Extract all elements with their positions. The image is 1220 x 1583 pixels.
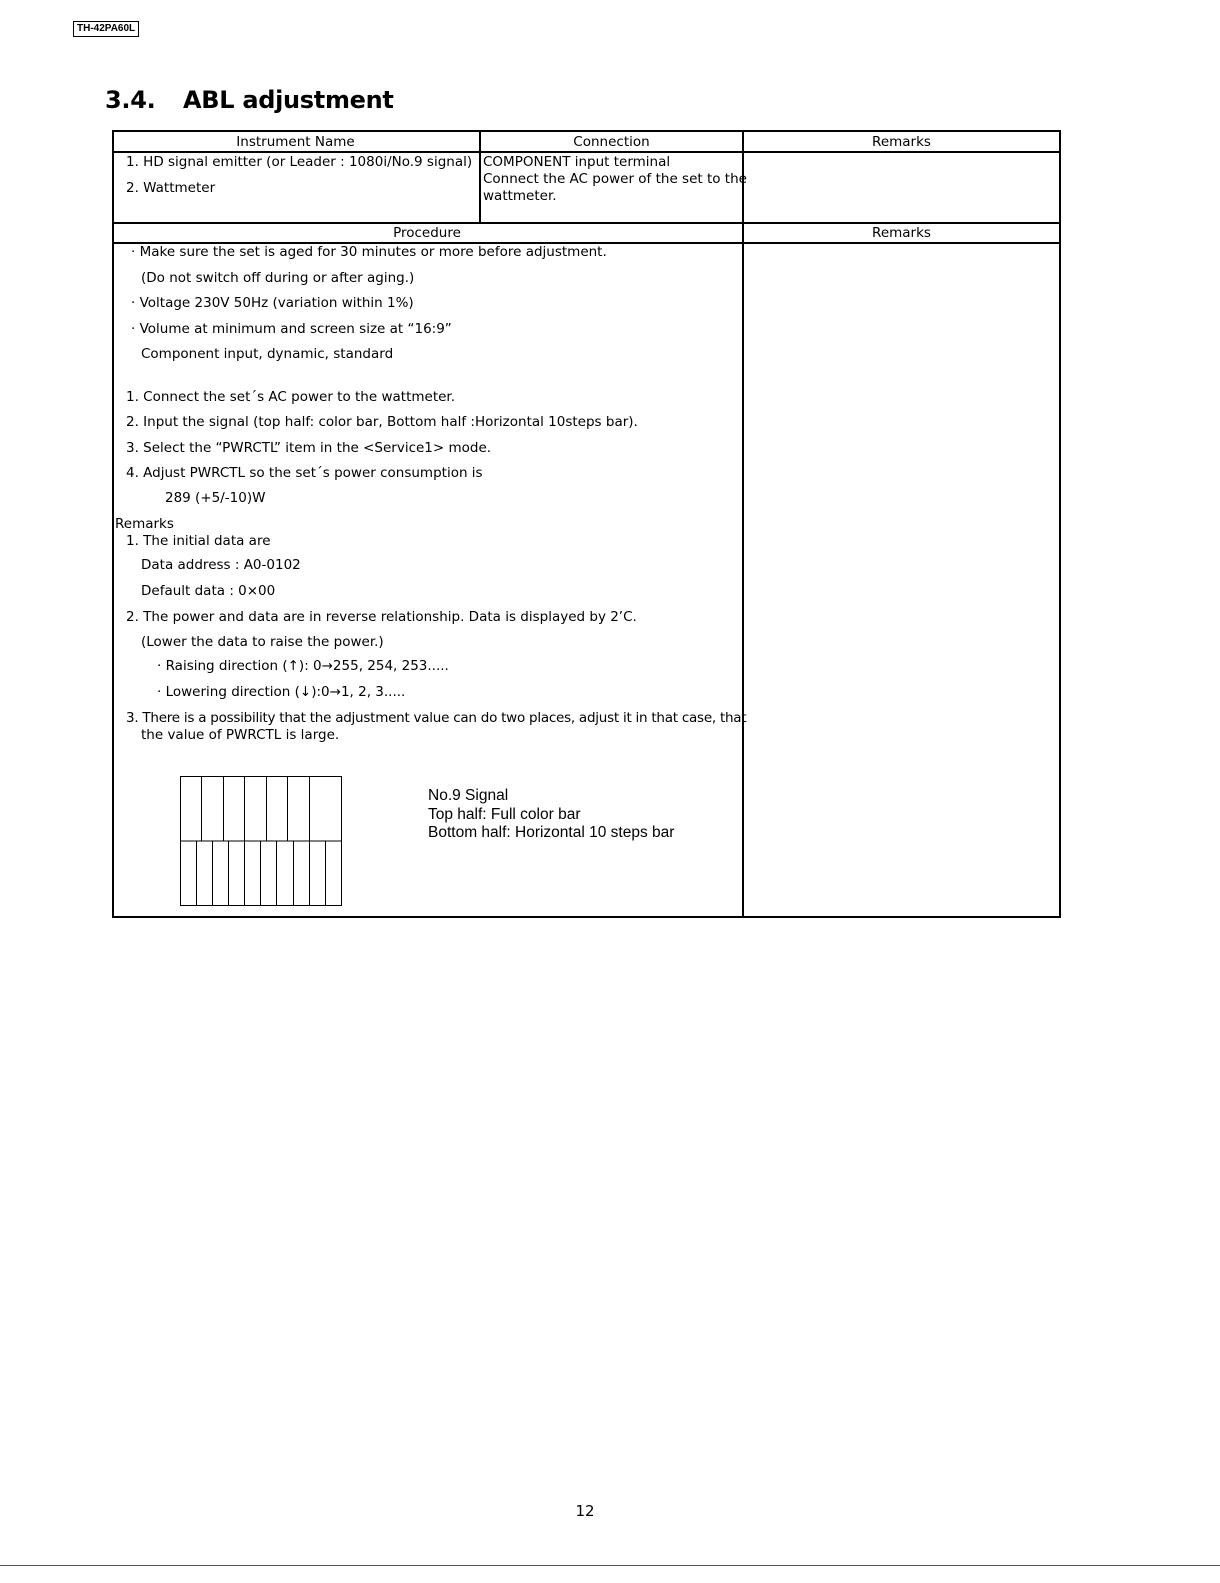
section-title: ABL adjustment xyxy=(183,86,394,114)
instrument-item-1: 1. HD signal emitter (or Leader : 1080i/No.9 signal) xyxy=(126,154,473,170)
remark-3b: the value of PWRCTL is large. xyxy=(141,727,340,743)
col-header-procedure-remarks: Remarks xyxy=(872,225,931,241)
pre-condition-2: · Voltage 230V 50Hz (variation within 1%) xyxy=(131,295,414,311)
bottom-rule xyxy=(0,1565,1220,1566)
signal-pattern-diagram xyxy=(180,776,342,906)
step-2: 2. Input the signal (top half: color bar, Bottom half :Horizontal 10steps bar). xyxy=(126,414,638,430)
col-header-procedure: Procedure xyxy=(393,225,461,241)
pre-condition-1b: (Do not switch off during or after aging.) xyxy=(141,270,415,286)
remark-1: 1. The initial data are xyxy=(126,533,271,549)
instrument-header-divider xyxy=(112,151,1061,153)
col-header-instrument: Instrument Name xyxy=(236,134,355,150)
pre-condition-3: · Volume at minimum and screen size at “16:9” xyxy=(131,321,452,337)
model-tag: TH-42PA60L xyxy=(73,21,139,37)
connection-item-1: COMPONENT input terminal xyxy=(483,154,671,170)
section-number: 3.4. xyxy=(105,86,156,114)
procedure-col-divider xyxy=(742,222,744,918)
col-header-remarks: Remarks xyxy=(872,134,931,150)
signal-bottom-description: Bottom half: Horizontal 10 steps bar xyxy=(428,824,675,841)
connection-item-2a: Connect the AC power of the set to the xyxy=(483,171,747,187)
connection-item-2b: wattmeter. xyxy=(483,188,557,204)
pre-condition-1: · Make sure the set is aged for 30 minutes or more before adjustment. xyxy=(131,244,607,260)
step-3: 3. Select the “PWRCTL” item in the <Service1> mode. xyxy=(126,440,492,456)
col-header-connection: Connection xyxy=(573,134,650,150)
step-1: 1. Connect the set´s AC power to the wattmeter. xyxy=(126,389,456,405)
signal-title: No.9 Signal xyxy=(428,787,509,804)
remark-2b: · Raising direction (↑): 0→255, 254, 253..... xyxy=(157,658,449,674)
signal-top-description: Top half: Full color bar xyxy=(428,806,581,823)
instrument-item-2: 2. Wattmeter xyxy=(126,180,216,196)
section-heading xyxy=(105,86,394,114)
step-4: 4. Adjust PWRCTL so the set´s power consumption is xyxy=(126,465,483,481)
remarks-label: Remarks xyxy=(115,516,174,532)
pre-condition-3b: Component input, dynamic, standard xyxy=(141,346,394,362)
remark-2a: (Lower the data to raise the power.) xyxy=(141,634,384,650)
remark-1b: Default data : 0×00 xyxy=(141,583,276,599)
remark-3: 3. There is a possibility that the adjustment value can do two places, adjust it in that case, that xyxy=(126,710,747,726)
remark-2c: · Lowering direction (↓):0→1, 2, 3..... xyxy=(157,684,406,700)
page-number: 12 xyxy=(575,1502,595,1520)
remark-2: 2. The power and data are in reverse relationship. Data is displayed by 2’C. xyxy=(126,609,637,625)
remark-1a: Data address : A0-0102 xyxy=(141,557,301,573)
step-4-value: 289 (+5/-10)W xyxy=(165,490,266,506)
